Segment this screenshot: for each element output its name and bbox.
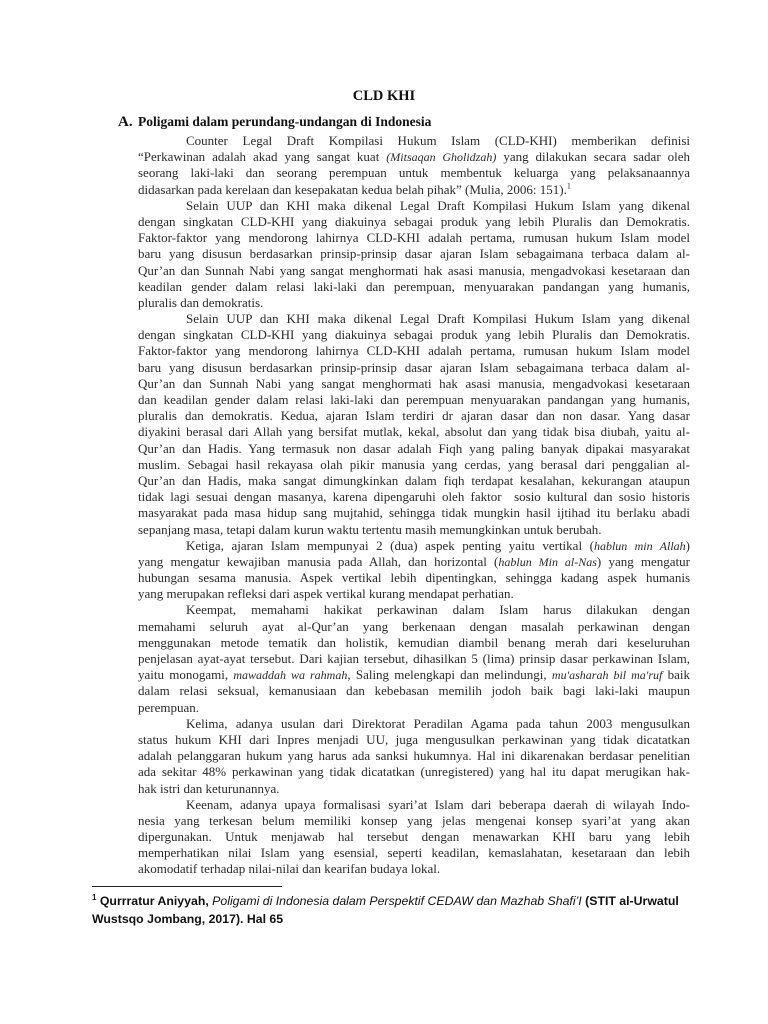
text-line [138, 473, 690, 489]
text-line [138, 246, 690, 262]
footnote-divider [92, 886, 282, 887]
line-text: Faktor-faktor yang mendorong lahirnya CLD-KHI adalah pertama, rumusan hukum Islam model [138, 343, 690, 359]
document-title: CLD KHI [352, 88, 416, 104]
text-line [138, 813, 690, 829]
text-line [138, 586, 690, 602]
text-line [138, 522, 690, 538]
line-text: yang dilakukan secara sadar oleh [496, 149, 690, 165]
line-text: yaitu monogami, [138, 667, 234, 683]
italic-term: (Mitsaqan Gholidzah) [386, 150, 497, 165]
text-line [138, 279, 690, 295]
text-line [138, 602, 690, 618]
text-line [138, 214, 690, 230]
paragraph [138, 602, 690, 715]
line-text: status hukum KHI dari Inpres menjadi UU, juga mengusulkan perkawinan yang tidak dicatatkan [138, 731, 690, 747]
line-text: Qur’an dan Sunnah Nabi yang sangat menghormati hak asasi manusia, mengadvokasi kesetaraan [138, 375, 690, 391]
section-heading-text: Poligami dalam perundang-undangan di Indonesia [138, 114, 432, 129]
text-line [138, 457, 690, 473]
text-line [138, 764, 690, 780]
line-text: ada sekitar 48% perkawinan yang tidak dicatatkan (unregistered) yang hal itu dapat merugikan hak- [138, 764, 690, 780]
line-text: yang mengatur kewajiban manusia pada Allah, dan horizontal ( [138, 553, 499, 569]
footnote-author: Qurrratur Aniyyah, [96, 894, 213, 908]
line-text: adalah pelanggaran hukum yang harus ada sanksi hukumnya. Hal ini dikarenakan berdasar penelitian [138, 748, 690, 764]
line-text: pluralis dan demokratis. [138, 294, 264, 310]
footnote-line-2: Wustsqo Jombang, 2017). Hal 65 [92, 912, 284, 926]
text-line [138, 360, 690, 376]
text-line [138, 408, 690, 424]
text-line [138, 505, 690, 521]
text-line [138, 198, 690, 214]
text-line [138, 489, 690, 505]
italic-term: hablun min Allah [593, 538, 686, 553]
line-text: “Perkawinan adalah akad yang sangat kuat [138, 149, 387, 165]
text-line [138, 732, 690, 748]
text-line [138, 133, 690, 149]
text-line [138, 861, 690, 877]
text-line [138, 295, 690, 311]
line-text: Selain UUP dan KHI maka dikenal Legal Draft Kompilasi Hukum Islam yang dikenal [186, 197, 690, 213]
line-text: penjelasan ayat-ayat tersebut. Dari kajian tersebut, dihasilkan 5 (lima) prinsip dasar perkawinan Islam, [138, 651, 690, 666]
paragraph [138, 311, 690, 538]
footnote-reference: 1 [566, 181, 571, 191]
text-line [138, 716, 690, 732]
text-line [138, 619, 690, 635]
text-line [138, 781, 690, 797]
line-text: Counter Legal Draft Kompilasi Hukum Islam (CLD-KHI) memberikan definisi [186, 133, 690, 148]
line-text: dalam relasi seksual, kemanusiaan dan kebebasan memilih jodoh baik bagi laki-laki maupun [138, 683, 690, 699]
line-text: Keempat, memahami hakikat perkawinan dalam Islam harus dilakukan dengan [186, 602, 690, 618]
text-line [138, 667, 690, 683]
paragraph [138, 797, 690, 878]
paragraph [138, 716, 690, 797]
text-line [138, 441, 690, 457]
text-line [138, 182, 690, 198]
text-line [138, 829, 690, 845]
line-text: ) yang mengatur [596, 553, 690, 569]
footnote-line-1 [92, 892, 692, 910]
text-line [138, 845, 690, 861]
line-text: dengan singkatan CLD-KHI yang diakuinya sebagai produk yang lebih Pluralis dan Demokratis. [138, 213, 690, 229]
text-line [138, 570, 690, 586]
italic-term: mawaddah wa rahmah [233, 668, 348, 683]
text-line [138, 230, 690, 246]
line-text: Qur’an dan Hadis, maka sangat dimungkinkan dalam fiqh terdapat kesalahan, kekurangan ataupun [138, 472, 690, 488]
line-text: sepanjang masa, tetapi dalam kurun waktu tertentu masih memungkinkan untuk berubah. [138, 521, 602, 537]
text-line [138, 797, 690, 813]
paragraph [138, 133, 690, 198]
line-text: , Saling melengkapi dan melindungi, [347, 667, 552, 683]
line-text: perempuan. [138, 699, 200, 715]
text-line [138, 424, 690, 440]
line-text: tidak lagi sesuai dengan masanya, karena dipengaruhi oleh faktor sosio kultural dan sosio historis [138, 489, 690, 505]
line-text: keadilan gender dalam relasi laki-laki dan perempuan, menyuarakan pandangan yang humanis, [138, 278, 690, 294]
line-text: seorang laki-laki dan seorang perempuan untuk membentuk keluarga yang pelaksanaannya [138, 165, 690, 181]
section-heading [118, 113, 431, 131]
italic-term: mu'asharah bil ma'ruf [551, 668, 663, 683]
text-line [138, 554, 690, 570]
line-text: yang merupakan refleksi dari aspek vertikal kurang mendapat perhatian. [138, 586, 514, 602]
line-text: dan keadilan gender dalam relasi laki-laki dan perempuan menyuarakan pandangan yang humanis, [138, 392, 690, 407]
text-line [138, 748, 690, 764]
line-text: Qur’an dan Hadis. Yang termasuk non dasar adalah Fiqh yang paling banyak dipakai masyarakat [138, 440, 690, 456]
paragraph [138, 538, 690, 603]
footnote [92, 892, 692, 928]
line-text: memahami seluruh ayat al-Qur’an yang berkenaan dengan masalah perkawinan dengan [138, 618, 690, 634]
text-line [138, 343, 690, 359]
line-text: hak istri dan keturunannya. [138, 780, 280, 796]
line-text: Ketiga, ajaran Islam mempunyai 2 (dua) aspek penting yaitu vertikal ( [186, 537, 594, 553]
text-line [138, 683, 690, 699]
line-text: Keenam, adanya upaya formalisasi syari’at Islam dari beberapa daerah di wilayah Indo- [186, 796, 690, 812]
section-number: A. [118, 114, 133, 130]
text-line [138, 165, 690, 181]
text-line [138, 392, 690, 408]
footnote-marker: 1 [92, 892, 97, 902]
line-text: memperhatikan nilai Islam yang esensial, seperti keadilan, kemaslahatan, kesetaraan dan lebih [138, 845, 690, 861]
line-text: nesia yang terkesan belum memiliki konsep yang jelas mengenai konsep syari’at yang akan [138, 812, 690, 828]
text-line [138, 327, 690, 343]
document-body [138, 133, 690, 878]
line-text: Selain UUP dan KHI maka dikenal Legal Draft Kompilasi Hukum Islam yang dikenal [186, 311, 690, 327]
footnote-book-title: Poligami di Indonesia dalam Perspektif CEDAW dan Mazhab Shafi’I [212, 894, 582, 908]
line-text: baik [662, 667, 690, 683]
line-text: Faktor-faktor yang mendorong lahirnya CLD-KHI adalah pertama, rumusan hukum Islam model [138, 230, 690, 246]
text-line [138, 700, 690, 716]
text-line [138, 635, 690, 651]
line-text: hubungan sesama manusia. Aspek vertikal lebih dipentingkan, sehingga kadang aspek humanis [138, 570, 690, 586]
line-text: Qur’an dan Sunnah Nabi yang sangat menghormati hak asasi manusia, mengadvokasi kesetaraan dan [138, 262, 690, 278]
text-line [138, 651, 690, 667]
line-text: baru yang disusun berdasarkan prinsip-prinsip dasar ajaran Islam sebagaimana terbaca dalam al- [138, 246, 690, 262]
italic-term: hablun Min al-Nas [498, 554, 597, 569]
paragraph [138, 198, 690, 311]
text-line [138, 311, 690, 327]
line-text: dipergunakan. Untuk menjawab hal tersebut dengan menawarkan KHI baru yang lebih [138, 829, 690, 845]
line-text: menggunakan metode tematik dan holistik, kemudian diambil benang merah dari keseluruhan [138, 634, 690, 650]
footnote-publisher: (STIT al-Urwatul [581, 894, 679, 908]
line-text: akomodatif terhadap nilai-nilai dan kearifan budaya lokal. [138, 861, 441, 877]
line-text: pluralis dan demokratis. Kedua, ajaran Islam terdiri dr ajaran dasar dan non dasar. Yang dasar [138, 408, 690, 424]
text-line [138, 263, 690, 279]
text-line [138, 538, 690, 554]
line-text: masyarakat pada masa hidup sang mujtahid, sehingga tidak mungkin hasil ijtihad itu berlaku abadi [138, 505, 690, 521]
text-line [138, 376, 690, 392]
line-text: baru yang disusun berdasarkan prinsip-prinsip dasar ajaran Islam sebagaimana terbaca dalam al- [138, 359, 690, 375]
line-text: ) [685, 537, 690, 553]
line-text: muslim. Sebagai hasil rekayasa olah pikir manusia yang cerdas, yang berasal dari penggalian al- [138, 456, 690, 472]
line-text: Kelima, adanya usulan dari Direktorat Peradilan Agama pada tahun 2003 mengusulkan [186, 715, 690, 731]
text-line [138, 149, 690, 165]
line-text: didasarkan pada kerelaan dan kesepakatan kedua belah pihak” (Mulia, 2006: 151). [138, 181, 567, 197]
line-text: diyakini berasal dari Allah yang bersifat mutlak, kekal, absolut dan yang tidak bisa diubah, yaitu al- [138, 424, 690, 440]
line-text: dengan singkatan CLD-KHI yang diakuinya sebagai produk yang lebih Pluralis dan Demokratis. [138, 327, 690, 343]
